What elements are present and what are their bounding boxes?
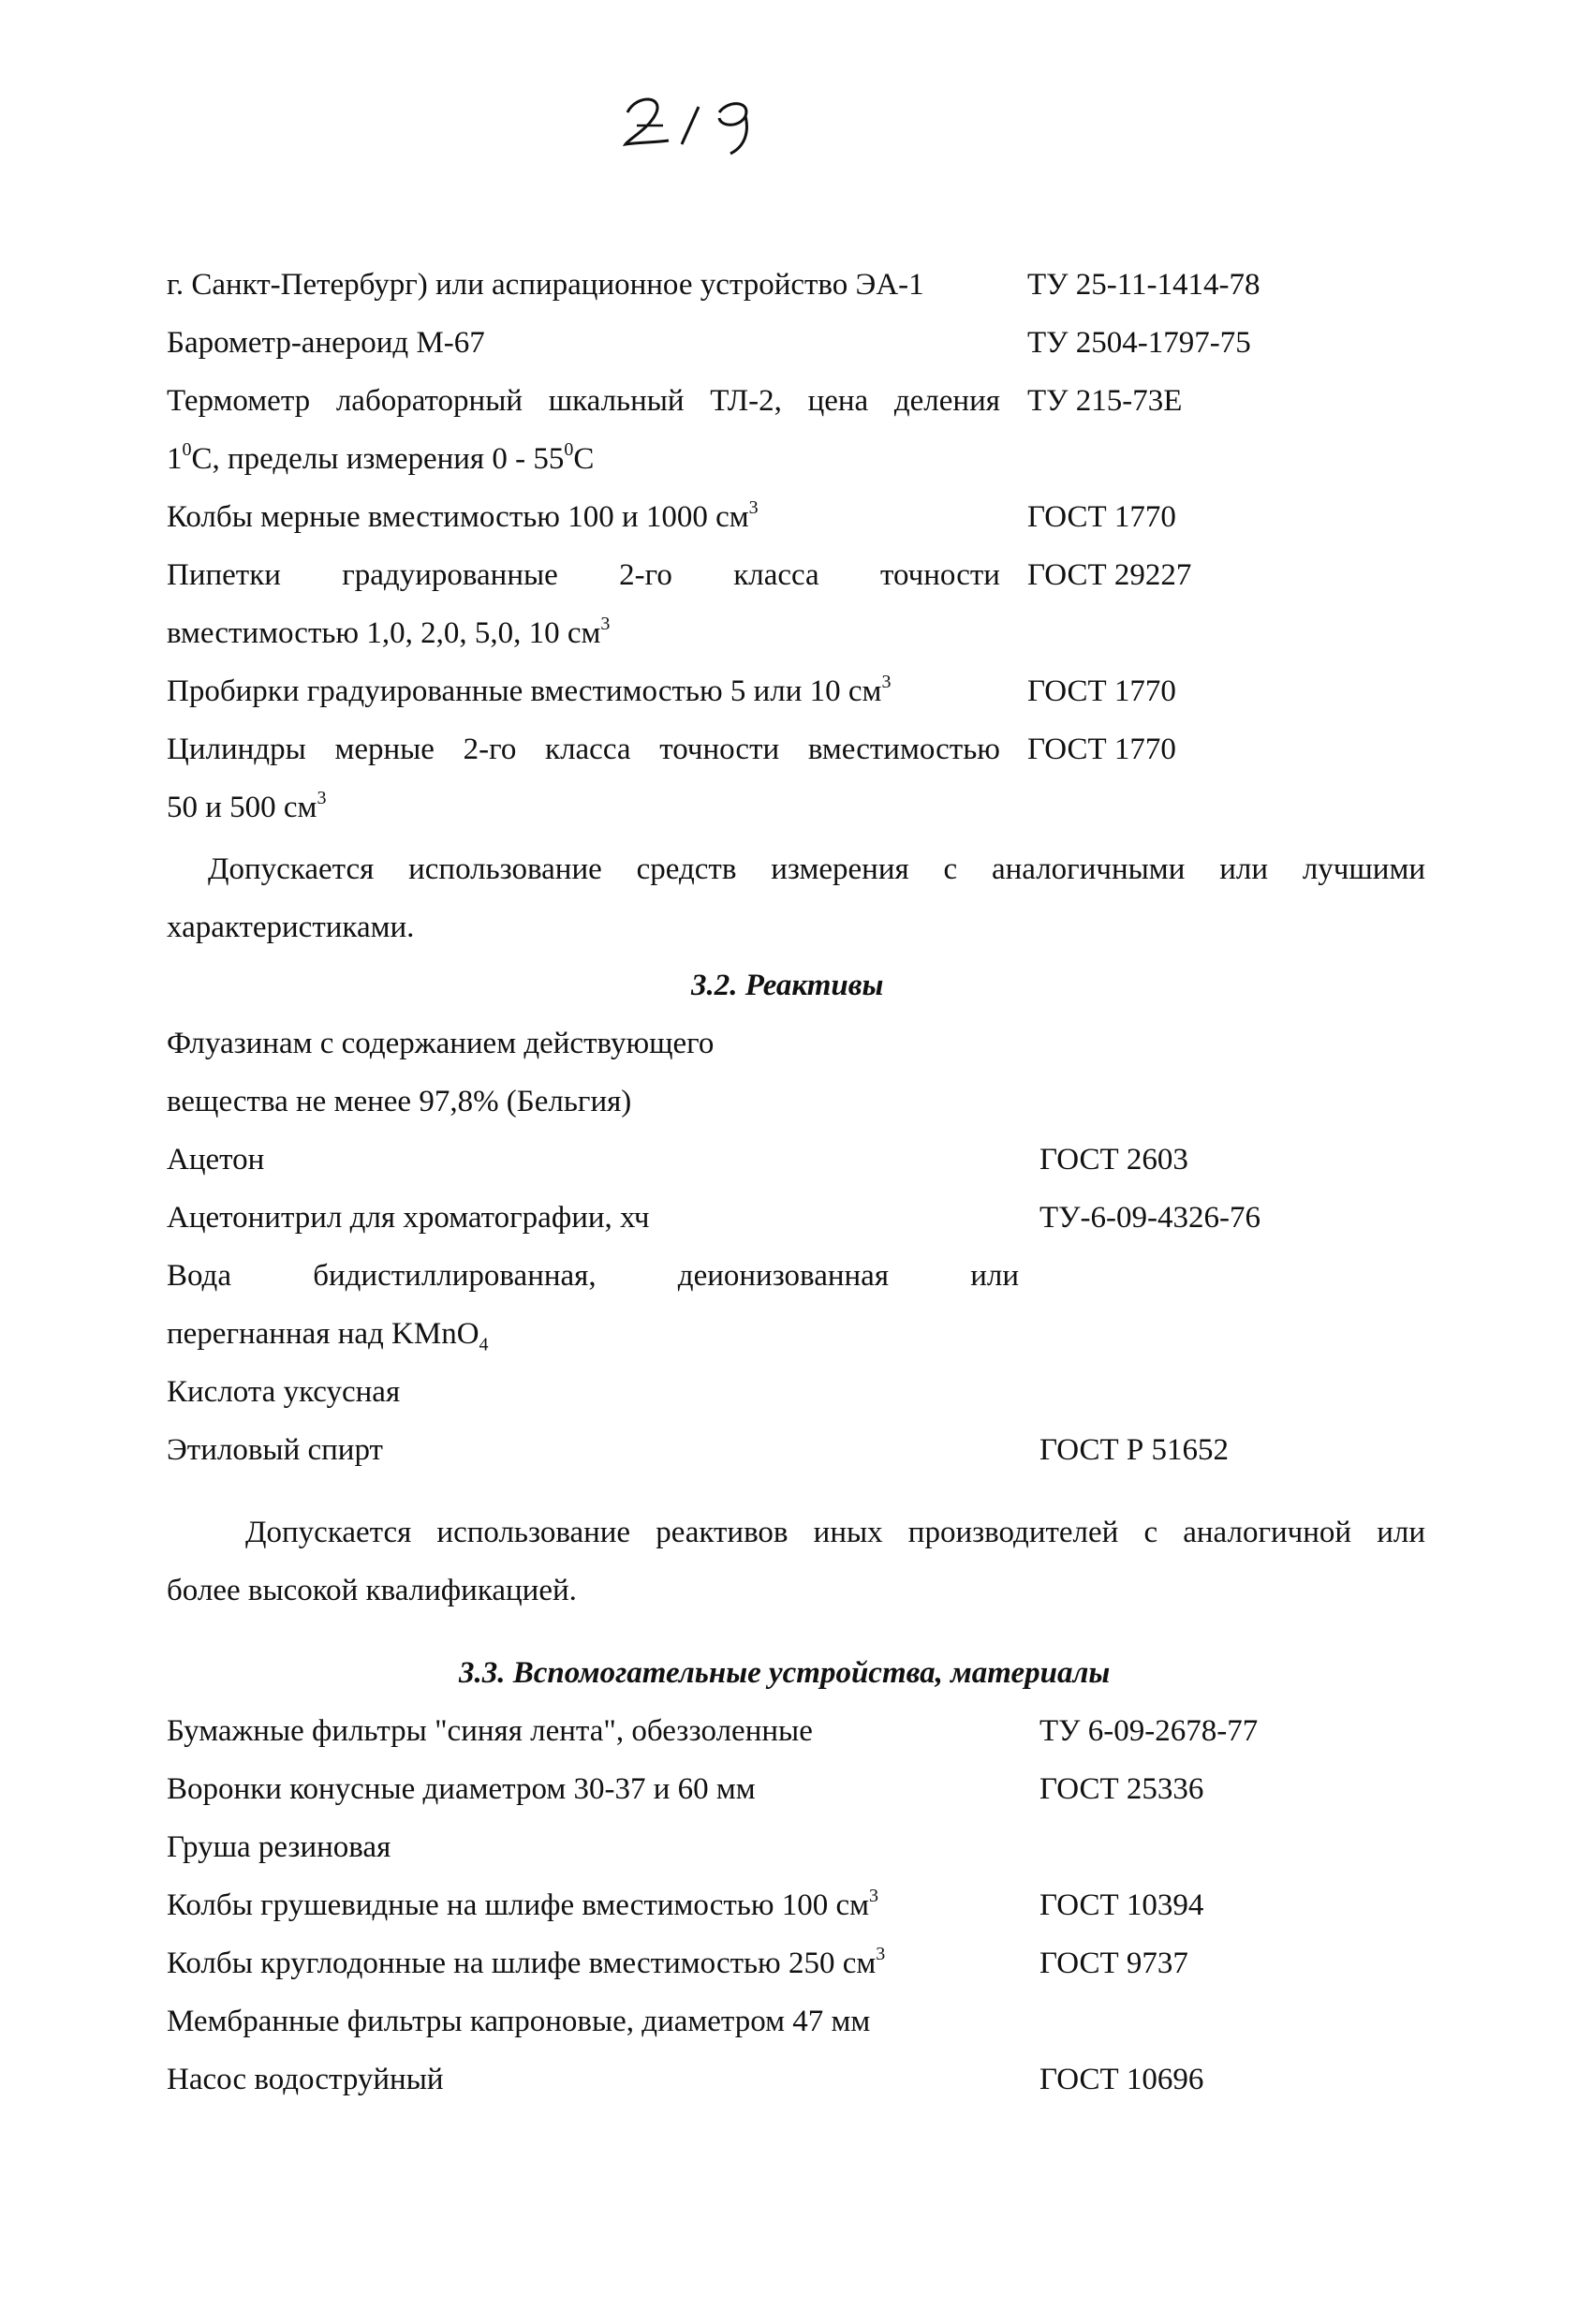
auxiliary-line-2: Воронки конусные диаметром 30-37 и 60 мм [167, 1772, 756, 1806]
instrument-ref-5: ГОСТ 1770 [1027, 500, 1176, 534]
instruments-note-line-2: характеристиками. [167, 910, 415, 944]
instrument-line-9: Цилиндры мерные 2-го класса точности вместимостью [167, 733, 1000, 766]
handwritten-page-number [609, 84, 777, 159]
reagent-ref-8: ГОСТ Р 51652 [1039, 1433, 1230, 1467]
auxiliary-ref-1: ТУ 6-09-2678-77 [1039, 1714, 1259, 1748]
instrument-ref-8: ГОСТ 1770 [1027, 674, 1176, 708]
instrument-ref-3: ТУ 215-73Е [1027, 384, 1183, 418]
auxiliary-ref-2: ГОСТ 25336 [1039, 1772, 1204, 1806]
reagent-line-7: Кислота уксусная [167, 1375, 401, 1409]
reagent-line-2: вещества не менее 97,8% (Бельгия) [167, 1085, 632, 1118]
auxiliary-line-6: Мембранные фильтры капроновые, диаметром 47 мм [167, 2005, 871, 2038]
auxiliary-line-1: Бумажные фильтры "синяя лента", обеззоленные [167, 1714, 813, 1748]
auxiliary-line-4: Колбы грушевидные на шлифе вместимостью 100 $см^3$ [167, 1886, 879, 1922]
section-heading-reagents: 3.2. Реактивы [691, 969, 884, 1002]
auxiliary-line-5: Колбы круглодонные на шлифе вместимостью 250 $см^3$ [167, 1944, 886, 1980]
reagent-line-1: Флуазинам с содержанием действующего [167, 1027, 715, 1060]
auxiliary-ref-4: ГОСТ 10394 [1039, 1888, 1204, 1922]
reagent-ref-4: ТУ-6-09-4326-76 [1039, 1201, 1260, 1235]
instrument-ref-9: ГОСТ 1770 [1027, 733, 1176, 766]
auxiliary-line-7: Насос водоструйный [167, 2063, 444, 2096]
instrument-ref-6: ГОСТ 29227 [1027, 558, 1192, 592]
reagents-note-line-2: более высокой квалификацией. [167, 1574, 577, 1607]
reagent-line-5: Вода бидистиллированная, деионизованная или [167, 1259, 1019, 1293]
reagent-line-8: Этиловый спирт [167, 1433, 383, 1467]
instrument-line-1: г. Санкт-Петербург) или аспирационное устройство ЭА-1 [167, 268, 924, 302]
reagent-line-4: Ацетонитрил для хроматографии, хч [167, 1201, 650, 1235]
reagent-line-3: Ацетон [167, 1143, 265, 1177]
instrument-line-7: вместимостью 1,0, 2,0, 5,0, 10 $см^3$ [167, 614, 611, 650]
instrument-line-8: Пробирки градуированные вместимостью 5 или 10 $см^3$ [167, 672, 892, 708]
reagents-note-line-1: Допускается использование реактивов иных производителей с аналогичной или [245, 1516, 1425, 1549]
section-heading-auxiliary: 3.3. Вспомогательные устройства, материалы [459, 1656, 1111, 1690]
instrument-line-6: Пипетки градуированные 2-го класса точности [167, 558, 1000, 592]
reagent-line-6: перегнанная над KMnO$_4$ [167, 1317, 489, 1355]
instrument-line-10: 50 и 500 $см^3$ [167, 788, 327, 824]
auxiliary-line-3: Груша резиновая [167, 1830, 391, 1864]
instrument-ref-2: ТУ 2504-1797-75 [1027, 326, 1251, 360]
auxiliary-ref-5: ГОСТ 9737 [1039, 1947, 1188, 1980]
instrument-line-5: Колбы мерные вместимостью 100 и 1000 $см^3$ [167, 497, 759, 534]
instruments-note-line-1: Допускается использование средств измерения с аналогичными или лучшими [208, 852, 1425, 886]
instrument-line-3: Термометр лабораторный шкальный ТЛ-2, цена деления [167, 384, 1000, 418]
instrument-line-4: $1^0С$, пределы измерения $0 - 55^0С$ [167, 439, 595, 476]
reagent-ref-3: ГОСТ 2603 [1039, 1143, 1188, 1177]
instrument-line-2: Барометр-анероид М-67 [167, 326, 485, 360]
instrument-ref-1: ТУ 25-11-1414-78 [1027, 268, 1260, 302]
auxiliary-ref-7: ГОСТ 10696 [1039, 2063, 1204, 2096]
